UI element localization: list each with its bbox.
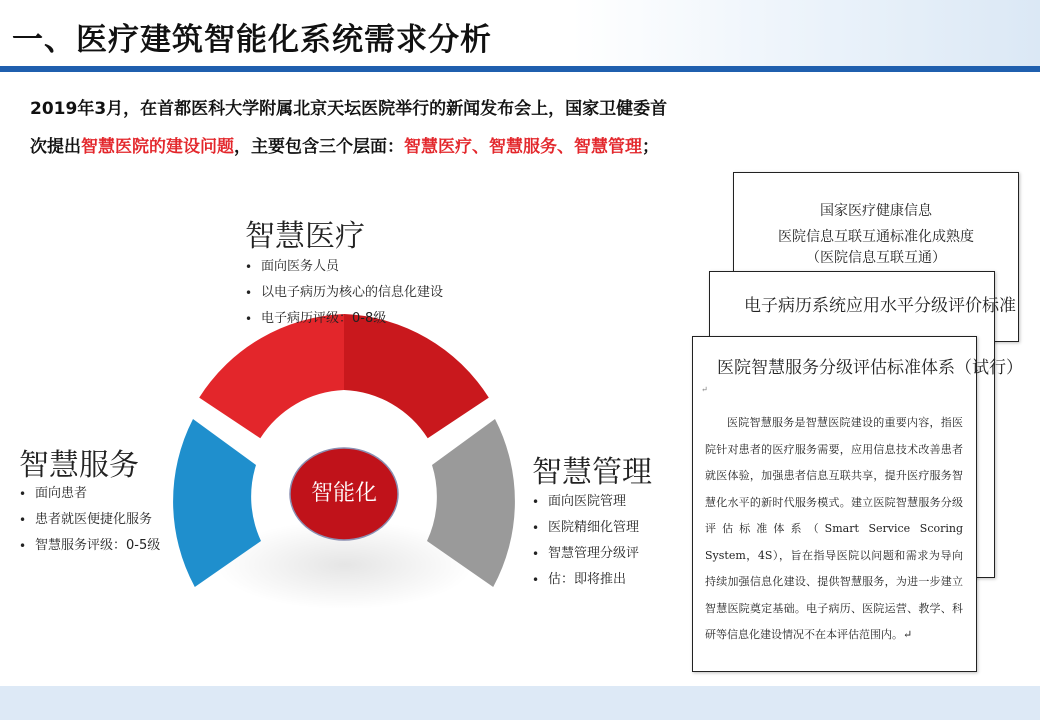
list-item: • 智慧管理分级评 [532, 541, 639, 567]
center-label: 智能化 [310, 481, 377, 506]
footer-band [0, 686, 1040, 720]
management-title: 智慧管理 [532, 455, 652, 490]
list-item: • 估：即将推出 [532, 567, 639, 593]
intro-highlight: 智慧医疗、智慧服务、智慧管理 [404, 137, 642, 157]
doc-line: 医院信息互联互通标准化成熟度 [778, 229, 974, 245]
doc-title: 医院智慧服务分级评估标准体系（试行） [717, 358, 1023, 378]
page-title: 一、医疗建筑智能化系统需求分析 [12, 22, 492, 58]
doc-line: （医院信息互联互通） [806, 250, 946, 266]
paragraph-mark: ↵ [701, 385, 708, 394]
list-item: • 智慧服务评级：0-5级 [19, 533, 160, 559]
medical-title: 智慧医疗 [245, 219, 365, 254]
medical-bullets [245, 254, 443, 332]
segment-medical-right [344, 314, 489, 438]
intro-text: ，主要包含三个层面： [234, 137, 404, 157]
segment-service [173, 419, 261, 587]
list-item: • 面向患者 [19, 481, 160, 507]
doc-line: 国家医疗健康信息 [820, 203, 932, 219]
list-item: • 面向医院管理 [532, 489, 639, 515]
segment-management [427, 419, 515, 587]
doc-body: 医院智慧服务是智慧医院建设的重要内容，指医院针对患者的医疗服务需要，应用信息技术改善患者就医体验，加强患者信息互联共享，提升医疗服务智慧化水平的新时代服务模式。建立医院智慧服务分级评估标准体系（Smart Service Scoring System，4S），旨在指导医院以问题和需求为导向持续加强信息化建设、提供智慧服务，为进一步建立智慧医院奠定基础。电子病历、医院运营、教学、科研等信息化建设情况不在本评估范围内。↵ [705, 416, 963, 641]
management-bullets [532, 489, 639, 593]
service-bullets [19, 481, 160, 559]
list-item: • 医院精细化管理 [532, 515, 639, 541]
intro-text: ； [642, 137, 659, 157]
list-item: • 面向医务人员 [245, 254, 443, 280]
list-item: • 电子病历评级：0-8级 [245, 306, 443, 332]
list-item: • 患者就医便捷化服务 [19, 507, 160, 533]
intro-text: 次提出 [30, 137, 81, 157]
document-smart-service-standard [692, 336, 1023, 672]
doc-title: 电子病历系统应用水平分级评价标准 [744, 296, 1016, 316]
service-title: 智慧服务 [19, 448, 139, 483]
list-item: • 以电子病历为核心的信息化建设 [245, 280, 443, 306]
intro-highlight: 智慧医院的建设问题 [81, 137, 234, 157]
segment-medical-left [199, 314, 344, 438]
intro-line-1: 2019年3月，在首都医科大学附属北京天坛医院举行的新闻发布会上，国家卫健委首 [30, 99, 668, 119]
